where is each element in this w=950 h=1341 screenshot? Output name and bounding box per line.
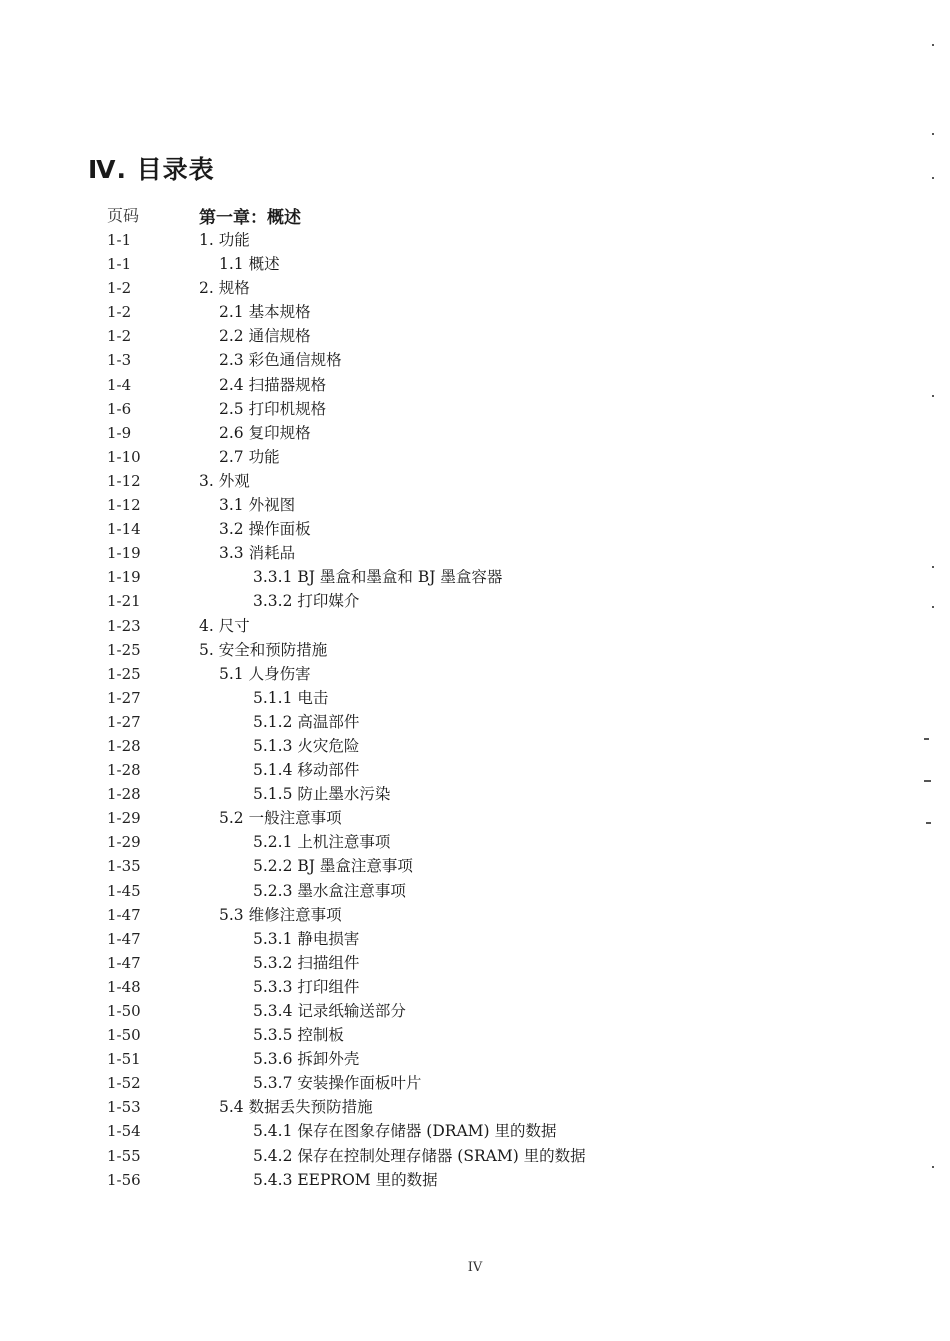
toc-entry-page: 1-4 [107, 375, 132, 394]
toc-entry-title: 5.3.4 记录纸输送部分 [253, 1002, 406, 1020]
toc-entry-title: 2.5 打印机规格 [219, 399, 327, 418]
scan-speck [932, 44, 934, 46]
toc-entry-page: 1-29 [107, 833, 141, 852]
toc-entry [107, 1047, 807, 1071]
toc-entry-title: 5.1.1 电击 [253, 688, 329, 707]
toc-entry-title: 2.6 复印规格 [219, 423, 311, 442]
toc-entry-title: 2. 规格 [199, 279, 250, 298]
toc-entry-title: 2.4 扫描器规格 [219, 375, 327, 394]
toc-entry-page: 1-47 [107, 929, 141, 948]
toc-entry-title: 5.3.5 控制板 [253, 1026, 344, 1045]
scan-speck [932, 395, 934, 397]
toc-entry [107, 1168, 807, 1192]
toc-entry-title: 2.3 彩色通信规格 [219, 351, 342, 370]
toc-entry [107, 1095, 807, 1119]
toc-entry [107, 348, 807, 372]
scan-speck [926, 822, 931, 824]
toc-entry-page: 1-48 [107, 977, 141, 996]
toc-entry-page: 1-19 [107, 568, 141, 587]
toc-entry-page: 1-29 [107, 809, 141, 828]
toc-entry-page: 1-14 [107, 520, 141, 539]
toc-entry [107, 734, 807, 758]
toc-entry-title: 1.1 概述 [219, 255, 280, 274]
toc-entry [107, 638, 807, 662]
toc-entry [107, 517, 807, 541]
toc-entry-title: 5.1.2 高温部件 [253, 712, 360, 731]
toc-entry [107, 662, 807, 686]
toc-entry-page: 1-35 [107, 857, 141, 876]
toc-entry [107, 975, 807, 999]
toc-entry [107, 565, 807, 589]
toc-entry-title: 2.2 通信规格 [219, 327, 311, 346]
toc-entry [107, 397, 807, 421]
toc-entry [107, 903, 807, 927]
page-title: Ⅳ. 目录表 [88, 155, 215, 184]
toc-entry [107, 228, 807, 252]
toc-entry-page: 1-25 [107, 640, 141, 659]
toc-entry-page: 1-53 [107, 1098, 141, 1117]
toc-entry-page: 1-28 [107, 785, 141, 804]
toc-entry [107, 252, 807, 276]
toc-entry-page: 1-10 [107, 447, 141, 466]
toc-entry-title: 5.3.1 静电损害 [253, 929, 360, 948]
toc-entry-page: 1-12 [107, 471, 141, 490]
toc-entry [107, 589, 807, 613]
toc-entry-page: 1-28 [107, 736, 141, 755]
table-of-contents [107, 228, 807, 1192]
toc-entry-title: 5.3 维修注意事项 [219, 905, 342, 924]
toc-entry [107, 493, 807, 517]
toc-entry-title: 1. 功能 [199, 231, 250, 249]
toc-entry-title: 5.3.6 拆卸外壳 [253, 1050, 360, 1069]
toc-entry-title: 3.3 消耗品 [219, 544, 296, 563]
toc-entry-title: 3.2 操作面板 [219, 520, 311, 539]
toc-entry-title: 5.1.3 火灾危险 [253, 736, 360, 755]
toc-entry [107, 1023, 807, 1047]
toc-entry [107, 782, 807, 806]
scan-speck [932, 606, 934, 608]
toc-entry [107, 854, 807, 878]
toc-entry [107, 300, 807, 324]
toc-entry-title: 5.4.1 保存在图象存储器 (DRAM) 里的数据 [253, 1122, 557, 1141]
toc-entry-title: 3. 外观 [199, 471, 250, 490]
toc-entry-page: 1-56 [107, 1170, 141, 1189]
toc-entry-page: 1-54 [107, 1122, 141, 1141]
toc-entry [107, 879, 807, 903]
toc-entry-title: 5.3.2 扫描组件 [253, 953, 360, 972]
toc-entry [107, 710, 807, 734]
toc-entry [107, 686, 807, 710]
toc-header [107, 203, 807, 227]
toc-entry-page: 1-50 [107, 1002, 141, 1020]
toc-entry-title: 5.2 一般注意事项 [219, 809, 342, 828]
toc-entry-title: 5.1 人身伤害 [219, 664, 311, 683]
toc-entry-page: 1-12 [107, 496, 141, 515]
toc-entry [107, 373, 807, 397]
toc-entry-page: 1-2 [107, 327, 132, 346]
toc-entry [107, 999, 807, 1023]
toc-entry [107, 541, 807, 565]
scan-speck [932, 1166, 934, 1168]
scan-speck [924, 738, 929, 740]
page-footer-number: IV [467, 1260, 483, 1275]
toc-entry [107, 445, 807, 469]
toc-entry-title: 5.4.2 保存在控制处理存储器 (SRAM) 里的数据 [253, 1146, 586, 1165]
toc-entry-title: 2.7 功能 [219, 447, 280, 466]
toc-entry-page: 1-47 [107, 905, 141, 924]
toc-entry [107, 758, 807, 782]
page-column-header: 页码 [107, 206, 140, 225]
toc-entry-title: 5.3.7 安装操作面板叶片 [253, 1074, 422, 1093]
toc-entry-page: 1-47 [107, 953, 141, 972]
toc-entry-page: 1-2 [107, 279, 132, 298]
toc-entry-title: 5. 安全和预防措施 [199, 640, 328, 659]
toc-entry-page: 1-25 [107, 664, 141, 683]
toc-entry-title: 2.1 基本规格 [219, 303, 311, 322]
toc-entry-title: 5.2.3 墨水盒注意事项 [253, 881, 406, 900]
toc-entry-page: 1-6 [107, 399, 132, 418]
toc-entry [107, 1071, 807, 1095]
toc-entry-title: 3.3.1 BJ 墨盒和墨盒和 BJ 墨盒容器 [253, 568, 503, 587]
toc-entry-title: 4. 尺寸 [199, 616, 250, 635]
toc-entry [107, 421, 807, 445]
toc-entry-title: 5.2.1 上机注意事项 [253, 833, 391, 852]
toc-entry [107, 1144, 807, 1168]
scan-speck [932, 566, 934, 568]
chapter-title: 第一章：概述 [199, 208, 301, 228]
scan-speck [932, 177, 934, 179]
toc-entry-title: 3.1 外视图 [219, 496, 296, 515]
scan-speck [924, 780, 931, 782]
scan-speck [932, 133, 934, 135]
toc-entry-page: 1-9 [107, 423, 132, 442]
toc-entry [107, 469, 807, 493]
toc-entry [107, 830, 807, 854]
toc-entry-page: 1-52 [107, 1074, 141, 1093]
toc-entry-page: 1-1 [107, 231, 132, 249]
toc-entry-page: 1-23 [107, 616, 141, 635]
toc-entry-page: 1-3 [107, 351, 132, 370]
toc-entry [107, 614, 807, 638]
toc-entry-title: 3.3.2 打印媒介 [253, 592, 360, 611]
toc-entry-title: 5.3.3 打印组件 [253, 977, 360, 996]
toc-entry-page: 1-28 [107, 761, 141, 780]
toc-entry-page: 1-27 [107, 712, 141, 731]
toc-entry [107, 806, 807, 830]
toc-entry-page: 1-1 [107, 255, 132, 274]
toc-entry [107, 324, 807, 348]
toc-entry-title: 5.1.4 移动部件 [253, 761, 360, 780]
toc-entry-page: 1-55 [107, 1146, 141, 1165]
toc-entry-page: 1-21 [107, 592, 141, 611]
toc-entry [107, 927, 807, 951]
toc-entry [107, 1119, 807, 1143]
toc-entry-title: 5.2.2 BJ 墨盒注意事项 [253, 857, 413, 876]
toc-entry-page: 1-19 [107, 544, 141, 563]
toc-entry [107, 276, 807, 300]
toc-entry [107, 951, 807, 975]
toc-entry-page: 1-45 [107, 881, 141, 900]
toc-entry-title: 5.4 数据丢失预防措施 [219, 1098, 373, 1117]
toc-entry-title: 5.4.3 EEPROM 里的数据 [253, 1170, 438, 1189]
toc-entry-page: 1-27 [107, 688, 141, 707]
toc-entry-page: 1-50 [107, 1026, 141, 1045]
toc-entry-page: 1-2 [107, 303, 132, 322]
toc-entry-title: 5.1.5 防止墨水污染 [253, 785, 391, 804]
toc-entry-page: 1-51 [107, 1050, 141, 1069]
